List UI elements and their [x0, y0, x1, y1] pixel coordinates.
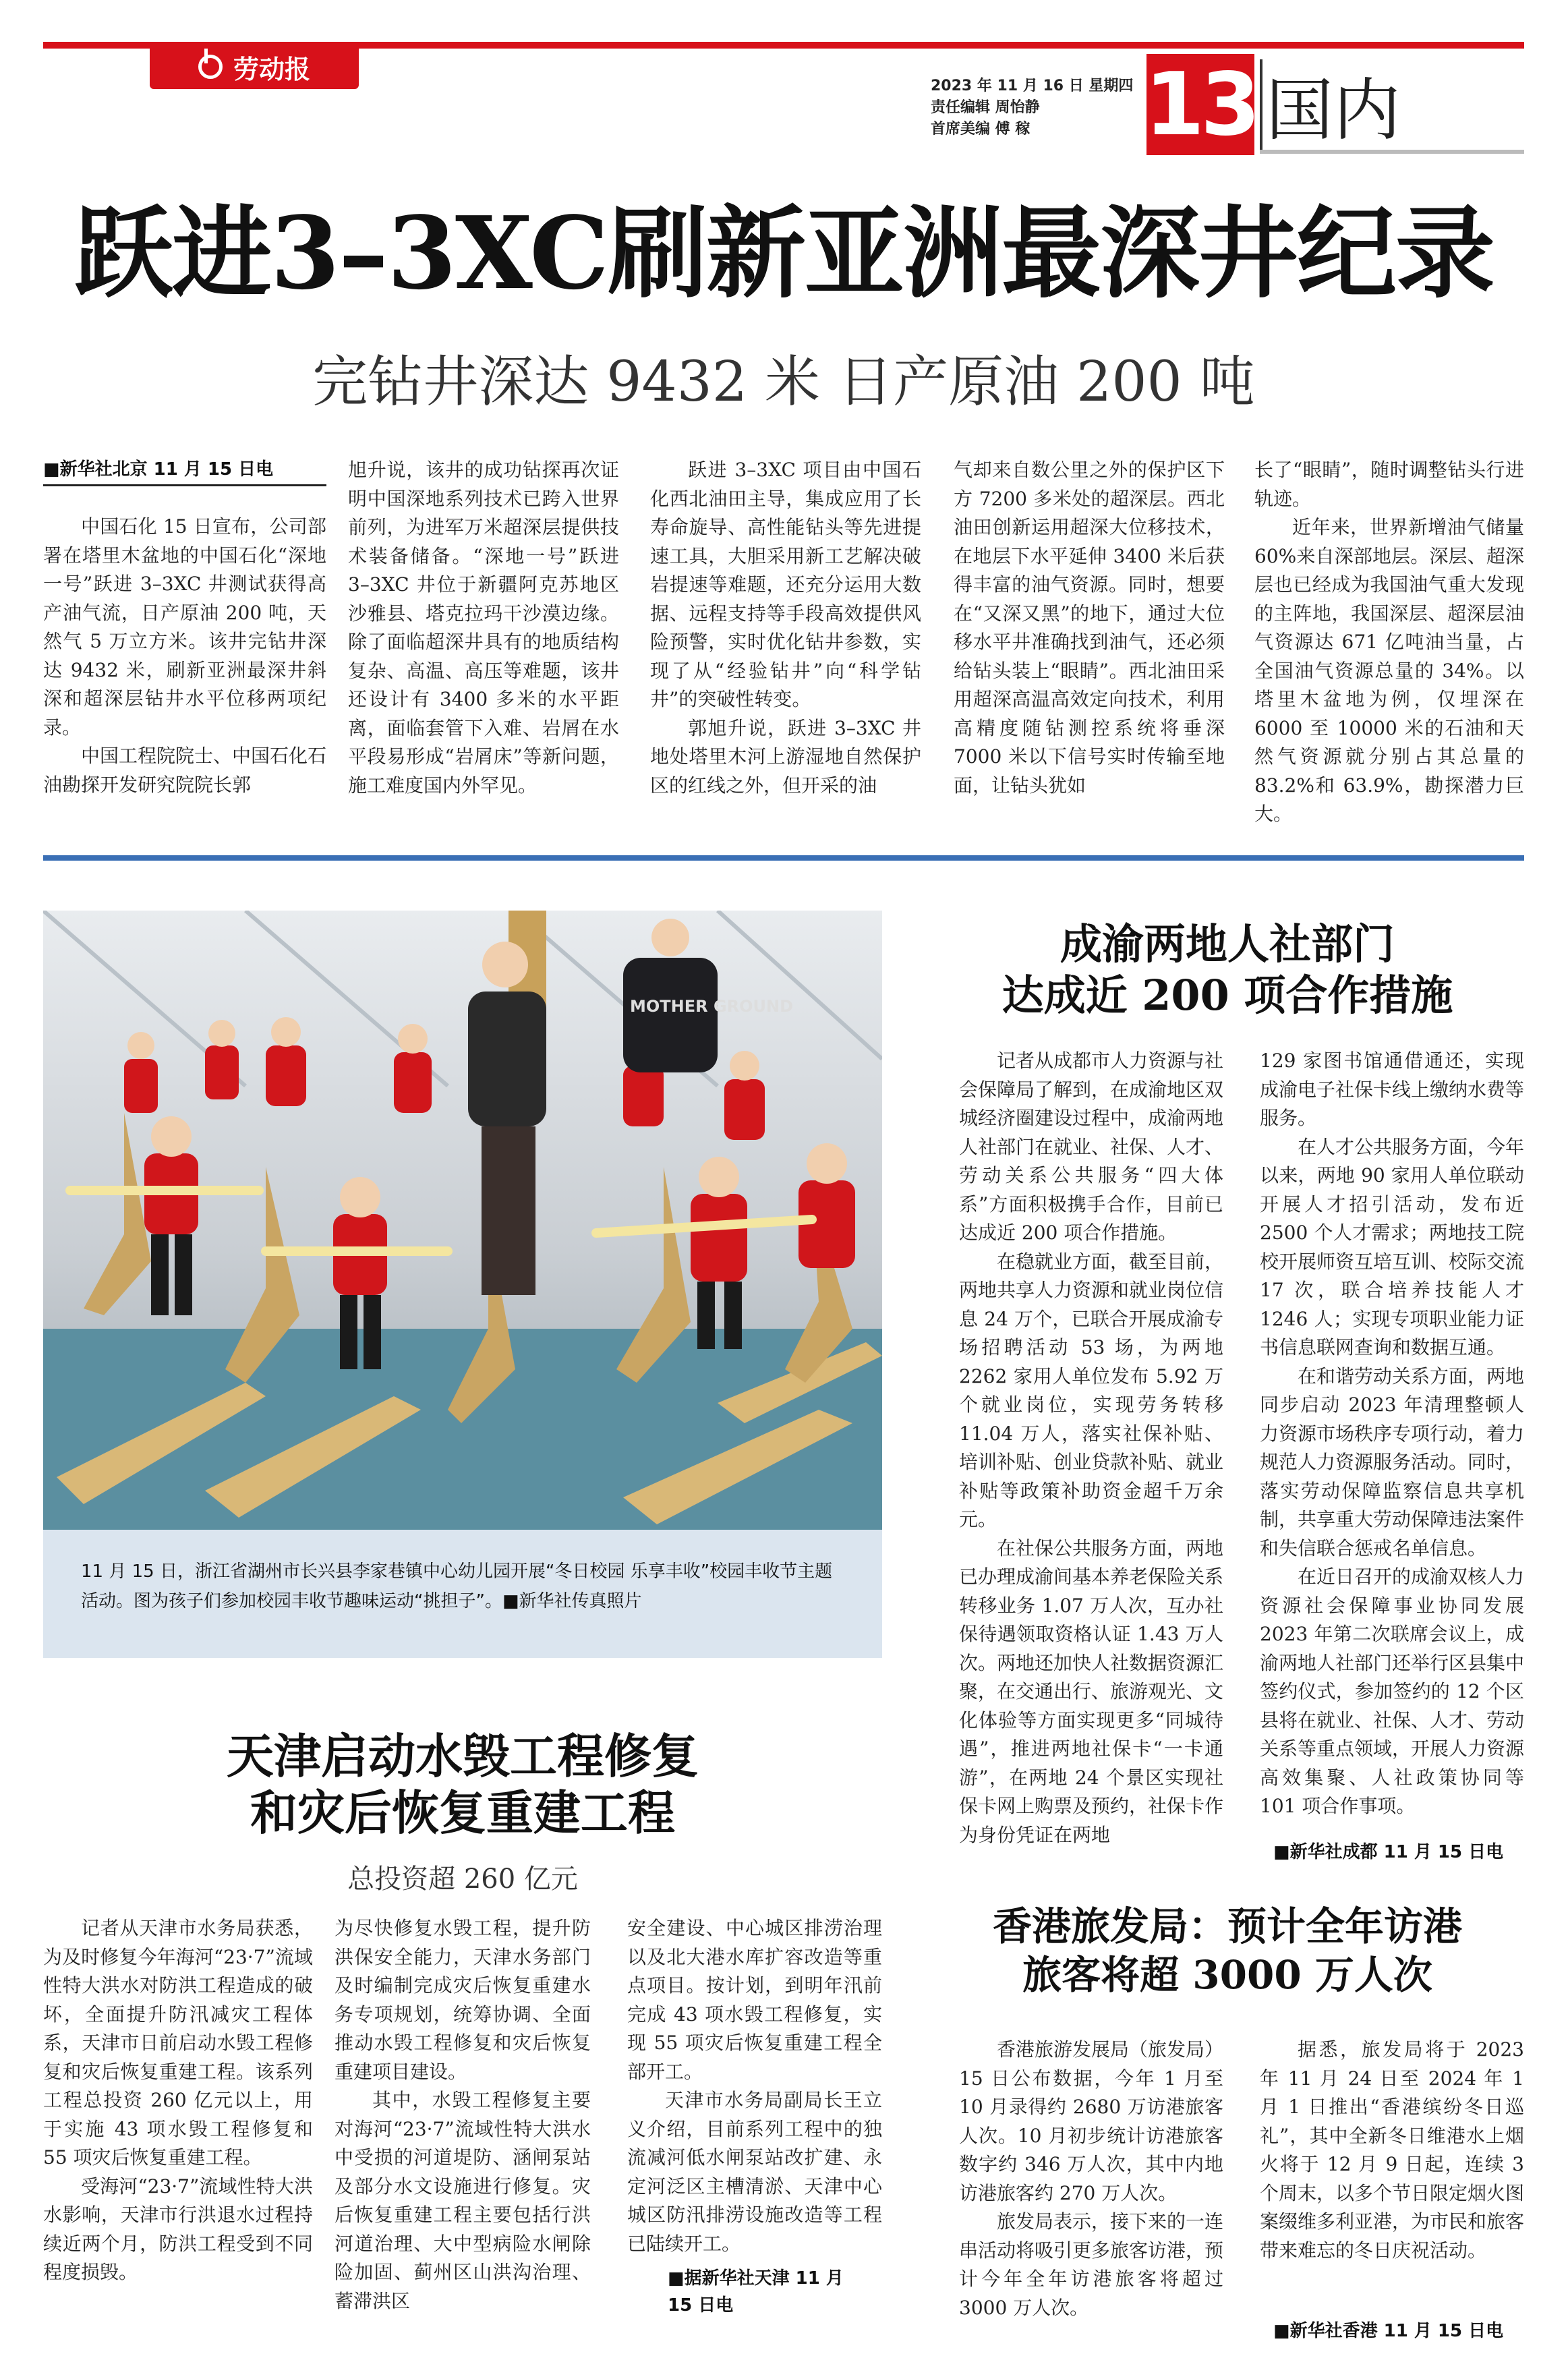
headline-line: 成渝两地人社部门: [1059, 919, 1395, 969]
paragraph: 其中，水毁工程修复主要对海河“23·7”流域性特大洪水中受损的河道堤防、涵闸泵站及部分水文设施进行修复。灾后恢复重建工程主要包括行洪河道治理、大中型病险水闸除险加固、蓟州区山洪沟治理、蓄滞洪区: [335, 2089, 591, 2312]
chengyu-dateline: ■新华社成都 11 月 15 日电: [1273, 1842, 1504, 1862]
paragraph: 在稳就业方面，截至目前，两地共享人力资源和就业岗位信息 24 万个，已联合开展成渝专场招聘活动 53 场，为两地 2262 家用人单位发布 5.92 万个就业岗位，实现劳务转移 11.04 万人，落实社保补贴、培训补贴、创业贷款补贴、就业补贴等政策补助资金超千万余元。: [959, 1250, 1224, 1530]
kindergarten-harvest-photo[interactable]: [43, 911, 882, 1530]
paragraph: 香港旅游发展局（旅发局）15 日公布数据，今年 1 月至 10 月录得约 2680 万访港旅客人次。10 月初步统计访港旅客数字约 346 万人次，其中内地访港旅客约 270 万人次。: [959, 2038, 1224, 2204]
paragraph: 天津市水务局副局长王立义介绍，目前系列工程中的独流减河低水闸泵站改扩建、永定河泛区主槽清淤、天津中心城区防汛排涝设施改造等工程已陆续开工。: [627, 2089, 882, 2255]
paragraph: 129 家图书馆通借通还，实现成渝电子社保卡线上缴纳水费等服务。: [1260, 1050, 1525, 1129]
dateline-line: 15 日电: [668, 2295, 734, 2316]
chengyu-column-2: [1260, 1047, 1524, 1821]
paragraph: 旭升说，该井的成功钻探再次证明中国深地系列技术已跨入世界前列，为进军万米超深层提供技术装备储备。“深地一号”跃进 3–3XC 井位于新疆阿克苏地区沙雅县、塔克拉玛干沙漠边缘。除了面临超深井具有的地质结构复杂、高温、高压等难题，该井还设计有 3400 多米的水平距离，面临套管下入难、岩屑在水平段易形成“岩屑床”等新问题，施工难度国内外罕见。: [348, 459, 619, 797]
lead-dateline: ■新华社北京 11 月 15 日电: [43, 459, 274, 480]
lead-column-2: [348, 456, 619, 800]
paragraph: 气却来自数公里之外的保护区下方 7200 多米处的超深层。西北油田创新运用超深大位移技术，在地层下水平延伸 3400 米后获得丰富的油气资源。同时，想要在“又深又黑”的地下，通过大位移水平井准确找到油气，还必须给钻头装上“眼睛”。西北油田采用超深高温高效定向技术，利用高精度随钻测控系统将垂深 7000 米以下信号实时传输至地面，让钻头犹如: [954, 459, 1225, 797]
responsible-editor: 责任编辑 周怡静: [931, 99, 1040, 116]
tianjin-column-2: [335, 1914, 591, 2316]
chief-designer: 首席美编 傅 稼: [931, 121, 1030, 138]
page-number: 13: [1144, 54, 1257, 155]
hongkong-dateline: ■新华社香港 11 月 15 日电: [1273, 2321, 1504, 2341]
issue-meta: [931, 76, 1133, 140]
dateline-line: ■据新华社天津 11 月: [668, 2268, 844, 2289]
paragraph: 在社保公共服务方面，两地已办理成渝间基本养老保险关系转移业务 1.07 万人次，互办社保待遇领取资格认证 1.43 万人次。两地还加快人社数据资源汇聚，在交通出行、旅游观光、文化体验等方面实现更多“同城待遇”，推进两地社保卡“一卡通游”，在两地 24 个景区实现社保卡网上购票及预约，社保卡作为身份凭证在两地: [959, 1536, 1224, 1846]
paragraph: 据悉，旅发局将于 2023 年 11 月 24 日至 2024 年 1 月 1 日推出“香港缤纷冬日巡礼”，其中全新冬日维港水上烟火将于 12 月 9 日起，连续 3 个周末，以多个节日限定烟火图案缀维多利亚港，为市民和旅客带来难忘的冬日庆祝活动。: [1260, 2038, 1525, 2262]
chengyu-headline[interactable]: [931, 919, 1524, 1021]
headline-line: 香港旅发局：预计全年访港: [992, 1903, 1462, 1949]
paragraph: 记者从成都市人力资源与社会保障局了解到，在成渝地区双城经济圈建设过程中，成渝两地人社部门在就业、社保、人才、劳动关系公共服务“四大体系”方面积极携手合作，目前已达成近 200 项合作措施。: [959, 1050, 1224, 1244]
paragraph: 中国工程院院士、中国石化石油勘探开发研究院院长郭: [43, 745, 327, 796]
paragraph: 安全建设、中心城区排涝治理以及北大港水库扩容改造等重点项目。按计划，到明年汛前完成 43 项水毁工程修复，实现 55 项灾后恢复重建工程全部开工。: [627, 1917, 882, 2083]
logo-icon: [198, 55, 223, 79]
shirt-print: MOTHER GROUND: [630, 997, 794, 1016]
paragraph: 在和谐劳动关系方面，两地同步启动 2023 年清理整顿人力资源市场秩序专项行动，着力规范人力资源服务活动。同时，落实劳动保障监察信息共享机制，共享重大劳动保障违法案件和失信联合惩戒名单信息。: [1260, 1364, 1525, 1559]
issue-date: 2023 年 11 月 16 日 星期四: [931, 78, 1134, 94]
lead-headline[interactable]: 跃进3–3XC刷新亚洲最深井纪录: [74, 194, 1494, 312]
lead-column-3: [650, 456, 921, 800]
lead-column-1: [43, 513, 326, 799]
paragraph: 中国石化 15 日宣布，公司部署在塔里木盆地的中国石化“深地一号”跃进 3–3XC 井测试获得高产油气流，日产原油 200 吨，天然气 5 万立方米。该井完钻井深达 9432 米，刷新亚洲最深井斜深和超深层钻井水平位移两项纪录。: [43, 515, 326, 739]
photo-caption: 11 月 15 日，浙江省湖州市长兴县李家巷镇中心幼儿园开展“冬日校园 乐享丰收”校园丰收节主题活动。图为孩子们参加校园丰收节趣味运动“挑担子”。■新华社传真照片: [43, 1530, 882, 1658]
lead-column-5: [1254, 456, 1524, 829]
tianjin-column-3: [627, 1914, 882, 2258]
section-rule: [1260, 150, 1524, 154]
logo-text: 劳动报: [233, 54, 310, 84]
paragraph: 跃进 3–3XC 项目由中国石化西北油田主导，集成应用了长寿命旋导、高性能钻头等先进提速工具，大胆采用新工艺解决破岩提速等难题，还充分运用大数据、远程支持等手段高效提供风险预警，实时优化钻井参数，实现了从“经验钻井”向“科学钻井”的突破性转变。: [650, 459, 921, 710]
headline-line: 达成近 200 项合作措施: [1001, 971, 1453, 1020]
tianjin-subheadline: 总投资超 260 亿元: [347, 1864, 578, 1895]
photo-illustration: [43, 911, 882, 1530]
paragraph: 郭旭升说，跃进 3–3XC 井地处塔里木河上游湿地自然保护区的红线之外，但开采的油: [650, 716, 921, 797]
paragraph: 受海河“23·7”流域性特大洪水影响，天津市行洪退水过程持续近两个月，防洪工程受到不同程度损毁。: [43, 2175, 313, 2283]
section-divider: [43, 855, 1524, 861]
section-title: 国内: [1260, 59, 1404, 150]
lead-subheadline: 完钻井深达 9432 米 日产原油 200 吨: [312, 350, 1255, 414]
lead-column-4: [954, 456, 1225, 800]
paragraph: 在人才公共服务方面，今年以来，两地 90 家用人单位联动开展人才招引活动，发布近 2500 个人才需求；两地技工院校开展师资互培互训、校际交流 17 次，联合培养技能人才 1246 人；实现专项职业能力证书信息联网查询和数据互通。: [1260, 1135, 1525, 1358]
dateline-rule: [43, 484, 326, 486]
tianjin-dateline: [668, 2265, 882, 2319]
hongkong-column-2: [1260, 2036, 1524, 2265]
headline-line: 和灾后恢复重建工程: [250, 1785, 675, 1841]
paragraph: 近年来，世界新增油气储量 60%来自深部地层。深层、超深层也已经成为我国油气重大发现的主阵地，我国深层、超深层油气资源达 671 亿吨油当量，占全国油气资源总量的 34%。以塔里木盆地为例，仅埋深在 6000 至 10000 米的石油和天然气资源就分别占其总量的 83.2%和 63.9%，勘探潜力巨大。: [1254, 516, 1524, 825]
hongkong-column-1: [959, 2036, 1223, 2322]
tianjin-headline[interactable]: [43, 1728, 882, 1841]
paragraph: 记者从天津市水务局获悉，为及时修复今年海河“23·7”流域性特大洪水对防洪工程造成的破坏，全面提升防汛减灾工程体系，天津市日前启动水毁工程修复和灾后恢复重建工程。该系列工程总投资 260 亿元以上，用于实施 43 项水毁工程修复和 55 项灾后恢复重建工程。: [43, 1917, 313, 2168]
paragraph: 为尽快修复水毁工程，提升防洪保安全能力，天津水务部门及时编制完成灾后恢复重建水务专项规划，统筹协调、全面推动水毁工程修复和灾后恢复重建项目建设。: [335, 1917, 591, 2083]
paragraph: 长了“眼睛”，随时调整钻头行进轨迹。: [1254, 459, 1524, 510]
headline-line: 旅客将超 3000 万人次: [1022, 1952, 1432, 1998]
tianjin-column-1: [43, 1914, 313, 2287]
newspaper-logo[interactable]: [150, 45, 359, 89]
headline-line: 天津启动水毁工程修复: [227, 1728, 699, 1784]
hongkong-headline[interactable]: [931, 1902, 1524, 1999]
chengyu-column-1: [959, 1047, 1223, 1849]
paragraph: 在近日召开的成渝双核人力资源社会保障事业协同发展 2023 年第二次联席会议上，成渝两地人社部门还举行区县集中签约仪式，参加签约的 12 个区县将在就业、社保、人才、劳动关系等重点领域，开展人力资源高效集聚、人社政策协同等 101 项合作事项。: [1260, 1565, 1525, 1817]
paragraph: 旅发局表示，接下来的一连串活动将吸引更多旅客访港，预计今年全年访港旅客将超过 3000 万人次。: [959, 2210, 1224, 2319]
